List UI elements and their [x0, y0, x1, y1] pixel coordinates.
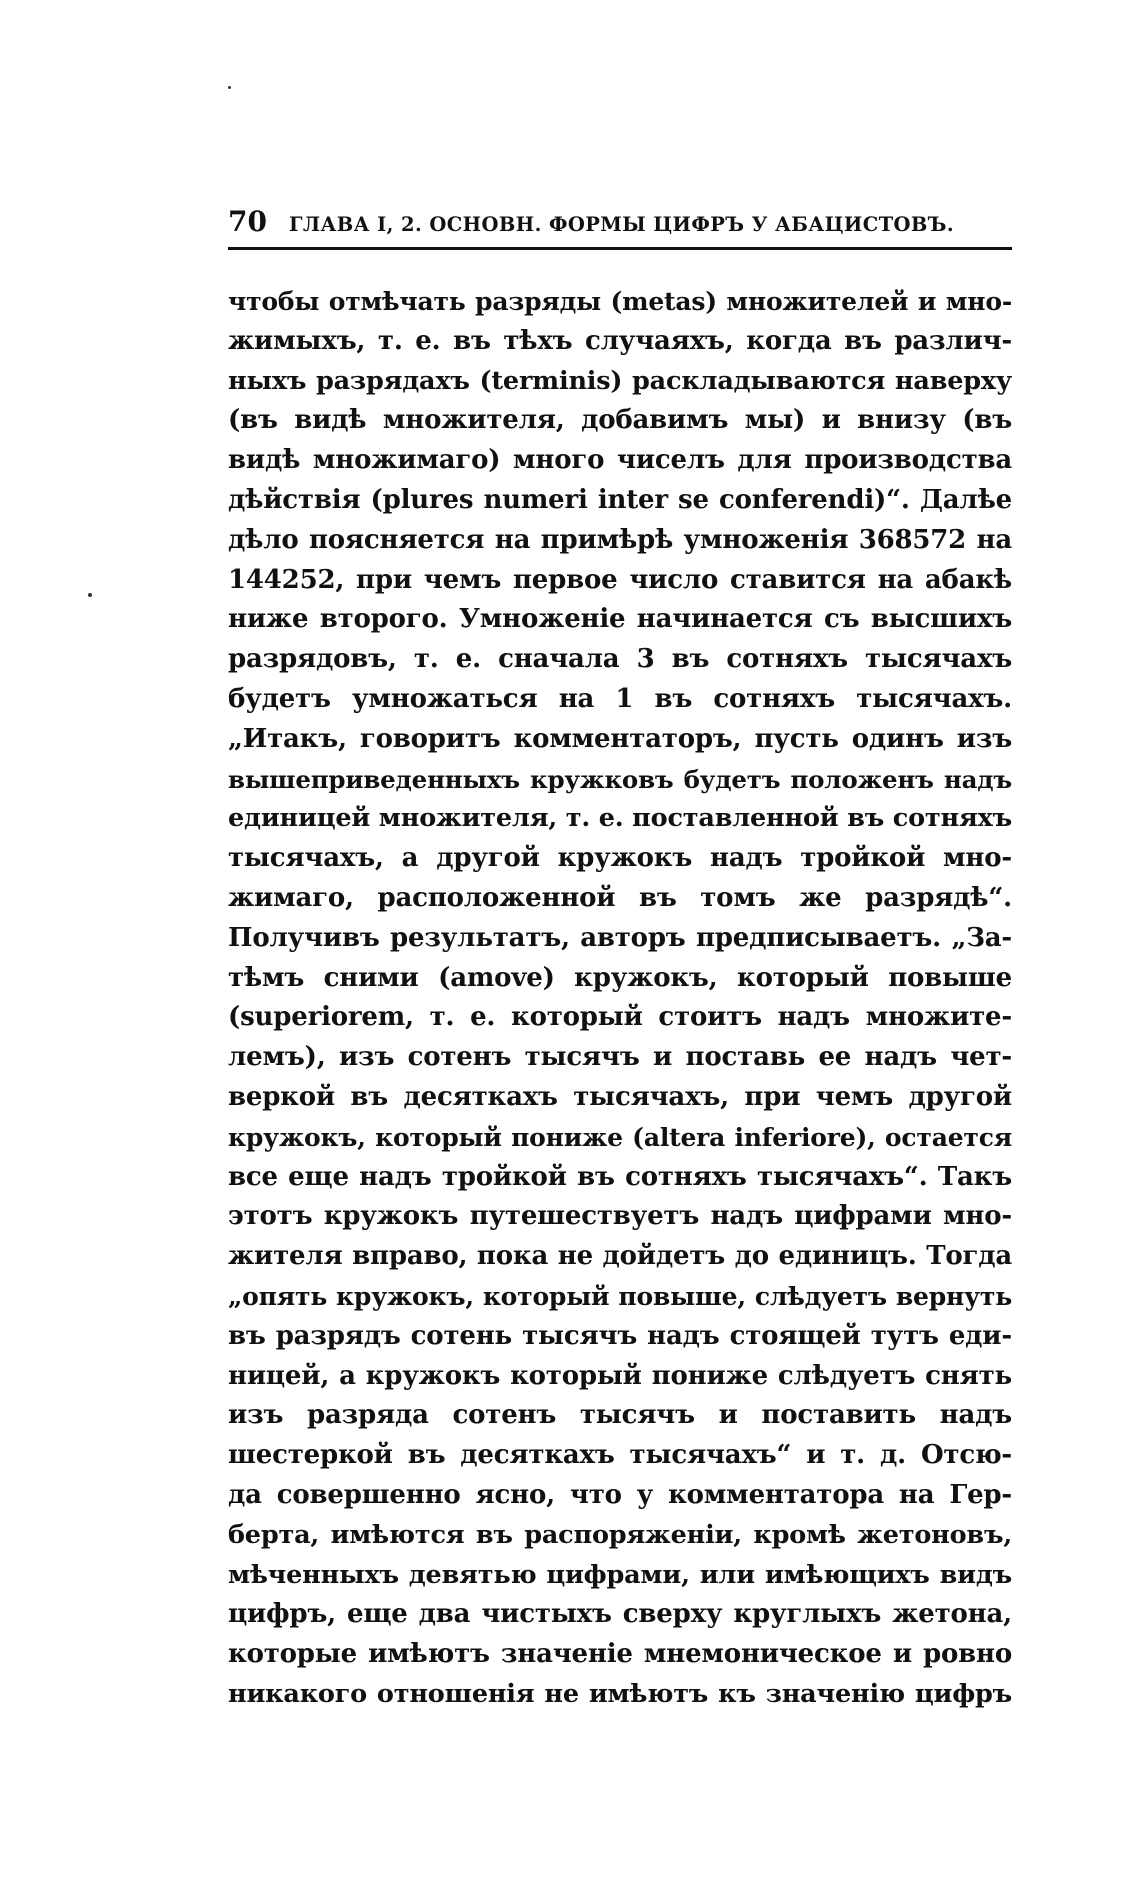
- text-line: будетъ умножаться на 1 въ сотняхъ тысячахъ.: [228, 683, 1012, 714]
- text-line: (въ видѣ множителя, добавимъ мы) и внизу (въ: [228, 405, 1012, 436]
- text-line: которые имѣютъ значеніе мнемоническое и ровно: [228, 1639, 1012, 1670]
- text-line: ницей, а кружокъ который пониже слѣдуетъ снять: [228, 1360, 1012, 1391]
- text-line: дѣйствія (plures numeri inter se conferendi)“. Далѣе: [228, 484, 1012, 515]
- text-line: никакого отношенія не имѣютъ къ значенію цифръ: [228, 1678, 1012, 1709]
- text-line: „Итакъ, говоритъ комментаторъ, пусть одинъ изъ: [228, 723, 1012, 754]
- text-line: (superiorem, т. е. который стоитъ надъ множите-: [228, 1002, 1012, 1033]
- text-line: жителя вправо, пока не дойдетъ до единицъ. Тогда: [228, 1241, 1012, 1272]
- text-line: изъ разряда сотенъ тысячъ и поставить надъ: [228, 1400, 1012, 1431]
- text-line: кружокъ, который пониже (altera inferiore), остается: [228, 1122, 1012, 1152]
- text-line: тѣмъ сними (amove) кружокъ, который повыше: [228, 962, 1012, 993]
- chapter-title: ГЛАВА I, 2. ОСНОВН. ФОРМЫ ЦИФРЪ У АБАЦИСТОВЪ.: [288, 213, 955, 236]
- text-line: единицей множителя, т. е. поставленной въ сотняхъ: [228, 803, 1012, 834]
- text-line: жимыхъ, т. е. въ тѣхъ случаяхъ, когда въ различ-: [228, 325, 1012, 356]
- text-line: ниже второго. Умноженіе начинается съ высшихъ: [228, 604, 1012, 635]
- text-line: въ разрядъ сотень тысячъ надъ стоящей тутъ еди-: [228, 1320, 1012, 1351]
- text-line: 144252, при чемъ первое число ставится на абакѣ: [228, 564, 1012, 595]
- text-line: чтобы отмѣчать разряды (metas) множителей и мно-: [228, 287, 1012, 316]
- text-line: да совершенно ясно, что у комментатора на Гер-: [228, 1479, 1012, 1510]
- text-line: лемъ), изъ сотенъ тысячъ и поставь ее надъ чет-: [228, 1042, 1012, 1073]
- text-line: цифръ, еще два чистыхъ сверху круглыхъ жетона,: [228, 1599, 1012, 1630]
- text-line: Получивъ результатъ, авторъ предписываетъ. „За-: [228, 922, 1012, 953]
- text-line: веркой въ десяткахъ тысячахъ, при чемъ другой: [228, 1081, 1012, 1112]
- text-line: этотъ кружокъ путешествуетъ надъ цифрами мно-: [228, 1201, 1012, 1232]
- text-line: мѣченныхъ девятью цифрами, или имѣющихъ видъ: [228, 1559, 1012, 1590]
- print-speck: [228, 86, 231, 89]
- text-line: вышеприведенныхъ кружковъ будетъ положенъ надъ: [228, 764, 1012, 794]
- text-line: ныхъ разрядахъ (terminis) раскладываются наверху: [228, 365, 1012, 396]
- text-line: видѣ множимаго) много чиселъ для производства: [228, 445, 1012, 476]
- text-line: все еще надъ тройкой въ сотняхъ тысячахъ“. Такъ: [228, 1161, 1012, 1192]
- body-text: [228, 282, 1012, 1715]
- text-line: жимаго, расположенной въ томъ же разрядѣ“.: [228, 882, 1012, 913]
- text-line: разрядовъ, т. е. сначала 3 въ сотняхъ тысячахъ: [228, 644, 1012, 675]
- page-number: 70: [228, 205, 267, 238]
- text-line: шестеркой въ десяткахъ тысячахъ“ и т. д. Отсю-: [228, 1440, 1012, 1471]
- text-line: „опять кружокъ, который повыше, слѣдуетъ вернуть: [228, 1281, 1012, 1311]
- running-head: [228, 205, 1012, 250]
- text-line: дѣло поясняется на примѣрѣ умноженія 368572 на: [228, 524, 1012, 555]
- print-speck: [88, 593, 92, 597]
- text-line: берта, имѣются въ распоряженіи, кромѣ жетоновъ,: [228, 1519, 1012, 1550]
- text-line: тысячахъ, а другой кружокъ надъ тройкой мно-: [228, 843, 1012, 874]
